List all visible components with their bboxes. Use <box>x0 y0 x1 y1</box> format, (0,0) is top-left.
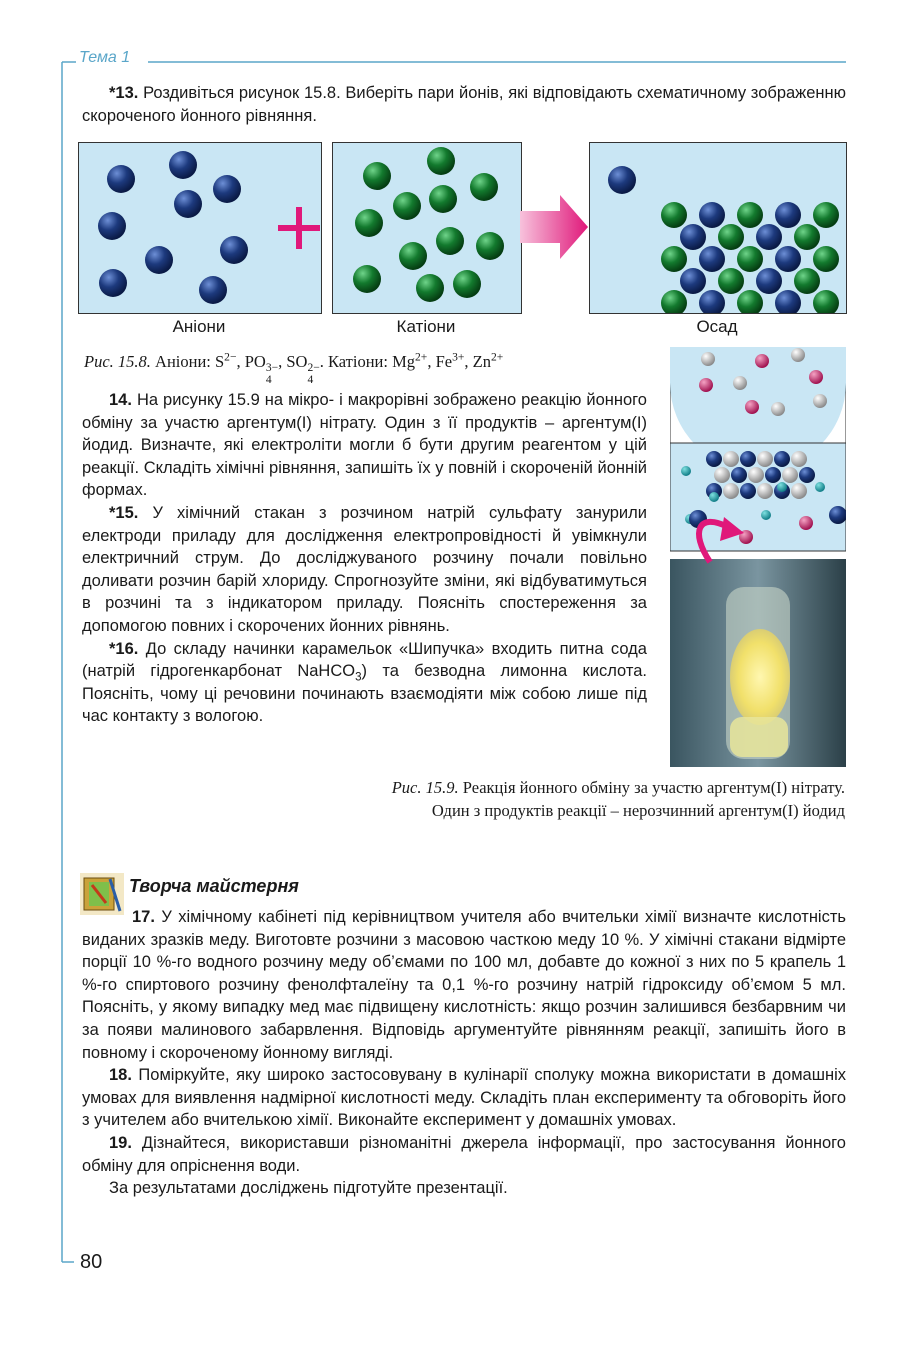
cation-small <box>761 510 771 520</box>
ion-zn: $Zn^{2+}$ <box>472 351 504 371</box>
lattice-ion <box>680 224 706 250</box>
task-text: У хімічному кабінеті під керівництвом учителя або вчительки хімії визначте кислотність виданих зразків меду. Виготовте розчини з масовою часткою меду 10 %. У хімічні стакани відмірте порції 10 %-го водного розчину меду об’ємами по 100 мл, добавте до кожної з них по 5 крапель 1 %-го спиртового розчину фенолфталеїну та 0,1 %-го розчину натрій гідроксиду об’ємом 5 мл. Поясніть, у якому випадку мед має підвищену кислотність: якщо розчин залишився безбарвним чи за появи малинового забарвлення. Відповідь аргументуйте рівнянням реакції, запишіть його в повному і скороченому йонному вигляді. <box>82 908 846 1062</box>
lattice-ion <box>799 467 815 483</box>
lattice-ion <box>706 451 722 467</box>
silver-ion <box>733 376 747 390</box>
cation-small <box>777 482 787 492</box>
lattice-ion <box>723 483 739 499</box>
lattice-ion <box>775 290 801 313</box>
lattice-ion <box>680 268 706 294</box>
lattice-ion <box>661 246 687 272</box>
lattice-ion <box>813 290 839 313</box>
lattice-ion <box>765 467 781 483</box>
lattice-ion <box>813 246 839 272</box>
lattice-ion <box>723 451 739 467</box>
lattice-ion <box>757 483 773 499</box>
lattice-ion <box>794 224 820 250</box>
lattice-ion <box>718 268 744 294</box>
precipitate-box <box>589 142 847 314</box>
precipitate-label: Осад <box>696 317 738 336</box>
lattice-ion <box>791 483 807 499</box>
lattice-ion <box>757 451 773 467</box>
ion-mg: $Mg^{2+}$ <box>392 351 428 371</box>
task-number: 17. <box>132 908 155 926</box>
silver-ion <box>701 352 715 366</box>
caption-prefix: Рис. 15.8. <box>84 352 151 371</box>
ion-po4: PO 3− 4 <box>244 352 279 386</box>
formula-subscript: 3 <box>355 671 362 684</box>
caption-text: Реакція йонного обміну за участю аргентум(I) нітрату. Один з продуктів реакції – нерозчинний аргентум(I) йодид <box>431 778 845 820</box>
lattice-ion <box>661 290 687 313</box>
task-text: Роздивіться рисунок 15.8. Виберіть пари йонів, які відповідають схематичному зображенню скороченого йонного рівняння. <box>82 84 846 125</box>
task-16 <box>82 638 647 728</box>
lattice-ion <box>661 202 687 228</box>
lattice-ion <box>756 224 782 250</box>
lattice-ion <box>699 246 725 272</box>
lattice-ion <box>699 202 725 228</box>
reaction-illustration <box>670 347 846 767</box>
task-18 <box>82 1064 846 1132</box>
lattice-ion <box>737 290 763 313</box>
ion-fe: $Fe^{3+}$ <box>435 351 465 371</box>
task-number: 19. <box>109 1133 132 1152</box>
lattice-ion <box>737 246 763 272</box>
cation-small <box>681 466 691 476</box>
lattice-ion <box>748 467 764 483</box>
lattice-ion <box>791 451 807 467</box>
silver-ion <box>771 402 785 416</box>
caption-cations: Катіони: <box>328 352 388 371</box>
task-number: *16. <box>109 639 139 658</box>
cations-particles <box>333 143 521 313</box>
silver-ion <box>813 394 827 408</box>
task-number: *15. <box>109 503 139 522</box>
task-number: 18. <box>109 1066 132 1085</box>
task-text: У хімічний стакан з розчином натрій сульфату занурили електроди приладу для дослідження електропровідності й увімкнули електричний струм. До досліджуваного розчину почали повільно доливати розчин барій хлориду. Спрогнозуйте зміни, які відбуватимуться в розчині та з індикатором приладу. Поясніть спостереження за допомогою повних і скорочених йонних рівнянь. <box>82 503 647 635</box>
closing-text: За результатами досліджень підготуйте презентації. <box>109 1179 508 1198</box>
task-14 <box>82 389 647 502</box>
lattice-ion <box>774 451 790 467</box>
ion-s: $S^{2-}$ <box>214 351 237 371</box>
lattice-ion <box>782 467 798 483</box>
silver-ion <box>791 348 805 362</box>
workshop-tasks <box>82 906 846 1200</box>
task-15 <box>82 502 647 638</box>
figure-15-9 <box>670 347 846 767</box>
task-number: *13. <box>109 84 139 102</box>
tasks-14-16 <box>82 389 647 728</box>
task-13 <box>82 82 846 127</box>
lattice-ion <box>737 202 763 228</box>
task-text: Дізнайтеся, використавши різноманітні джерела інформації, про застосування йонного обміну для опріснення води. <box>82 1133 846 1175</box>
task-number: 14. <box>109 391 132 409</box>
nitrate-ion <box>699 378 713 392</box>
lattice-ion <box>740 483 756 499</box>
task-17 <box>82 906 846 1064</box>
lattice-ion <box>731 467 747 483</box>
lattice-ion <box>813 202 839 228</box>
cations-label: Катіони <box>396 317 456 336</box>
nitrate-ion <box>799 516 813 530</box>
cations-box <box>332 142 522 314</box>
nitrate-ion <box>745 400 759 414</box>
precipitate-lattice <box>590 143 846 313</box>
task-text: Поміркуйте, яку широко застосовувану в кулінарії сполуку можна використати в домашніх умовах для виявлення надмірної кислотності меду. Складіть план експерименту та обговоріть його з учителем або вчителькою хімії. Виконайте експеримент у домашніх умовах. <box>82 1066 846 1130</box>
lattice-ion <box>718 224 744 250</box>
caption-prefix: Рис. 15.9. <box>391 778 459 797</box>
task-text: На рисунку 15.9 на мікро- і макрорівні зображено реакцію йонного обміну за участю аргентум(I) нітрату. Один з її продуктів – аргентум(I) йодид. Визначте, які електроліти могли б бути другим реагентом у цій реакції. Складіть хімічні рівняння, запишіть їх у повній і скороченій йонній формах. <box>82 391 647 500</box>
topic-label: Тема 1 <box>79 49 131 66</box>
task-text: До складу начинки карамельок «Шипучка» входить питна сода (натрій гідрогенкарбонат NaHCO <box>82 639 647 681</box>
lattice-ion <box>775 246 801 272</box>
page-number: 80 <box>80 1251 103 1273</box>
figure-15-8-caption: Рис. 15.8. Аніони: $S^{2-}$, PO 3− 4 , SO 2− 4 . Катіони: $Mg^{2+}$, $Fe^{3+}$, $Zn^{2+}$ <box>84 351 504 386</box>
ion-so4: SO 2− 4 <box>286 352 320 386</box>
task-text: ) та безводна лимонна кислота. Поясніть, чому ці речовини починають взаємодіяти між собою лише під час контакту з вологою. <box>82 662 647 726</box>
workshop-title: Творча майстерня <box>129 876 299 896</box>
lattice-ion <box>740 451 756 467</box>
lattice-ion <box>714 467 730 483</box>
plus-sign-icon <box>276 205 322 251</box>
lattice-ion <box>699 290 725 313</box>
cation-small <box>815 482 825 492</box>
lattice-ion <box>775 202 801 228</box>
nitrate-ion <box>755 354 769 368</box>
arrow-icon <box>520 193 590 261</box>
task-19 <box>82 1132 846 1177</box>
lattice-ion <box>756 268 782 294</box>
nitrate-ion <box>809 370 823 384</box>
cation-small <box>709 492 719 502</box>
lattice-ion <box>794 268 820 294</box>
figure-15-9-caption <box>390 777 845 822</box>
caption-anions: Аніони: <box>155 352 211 371</box>
anions-label: Аніони <box>172 317 226 336</box>
